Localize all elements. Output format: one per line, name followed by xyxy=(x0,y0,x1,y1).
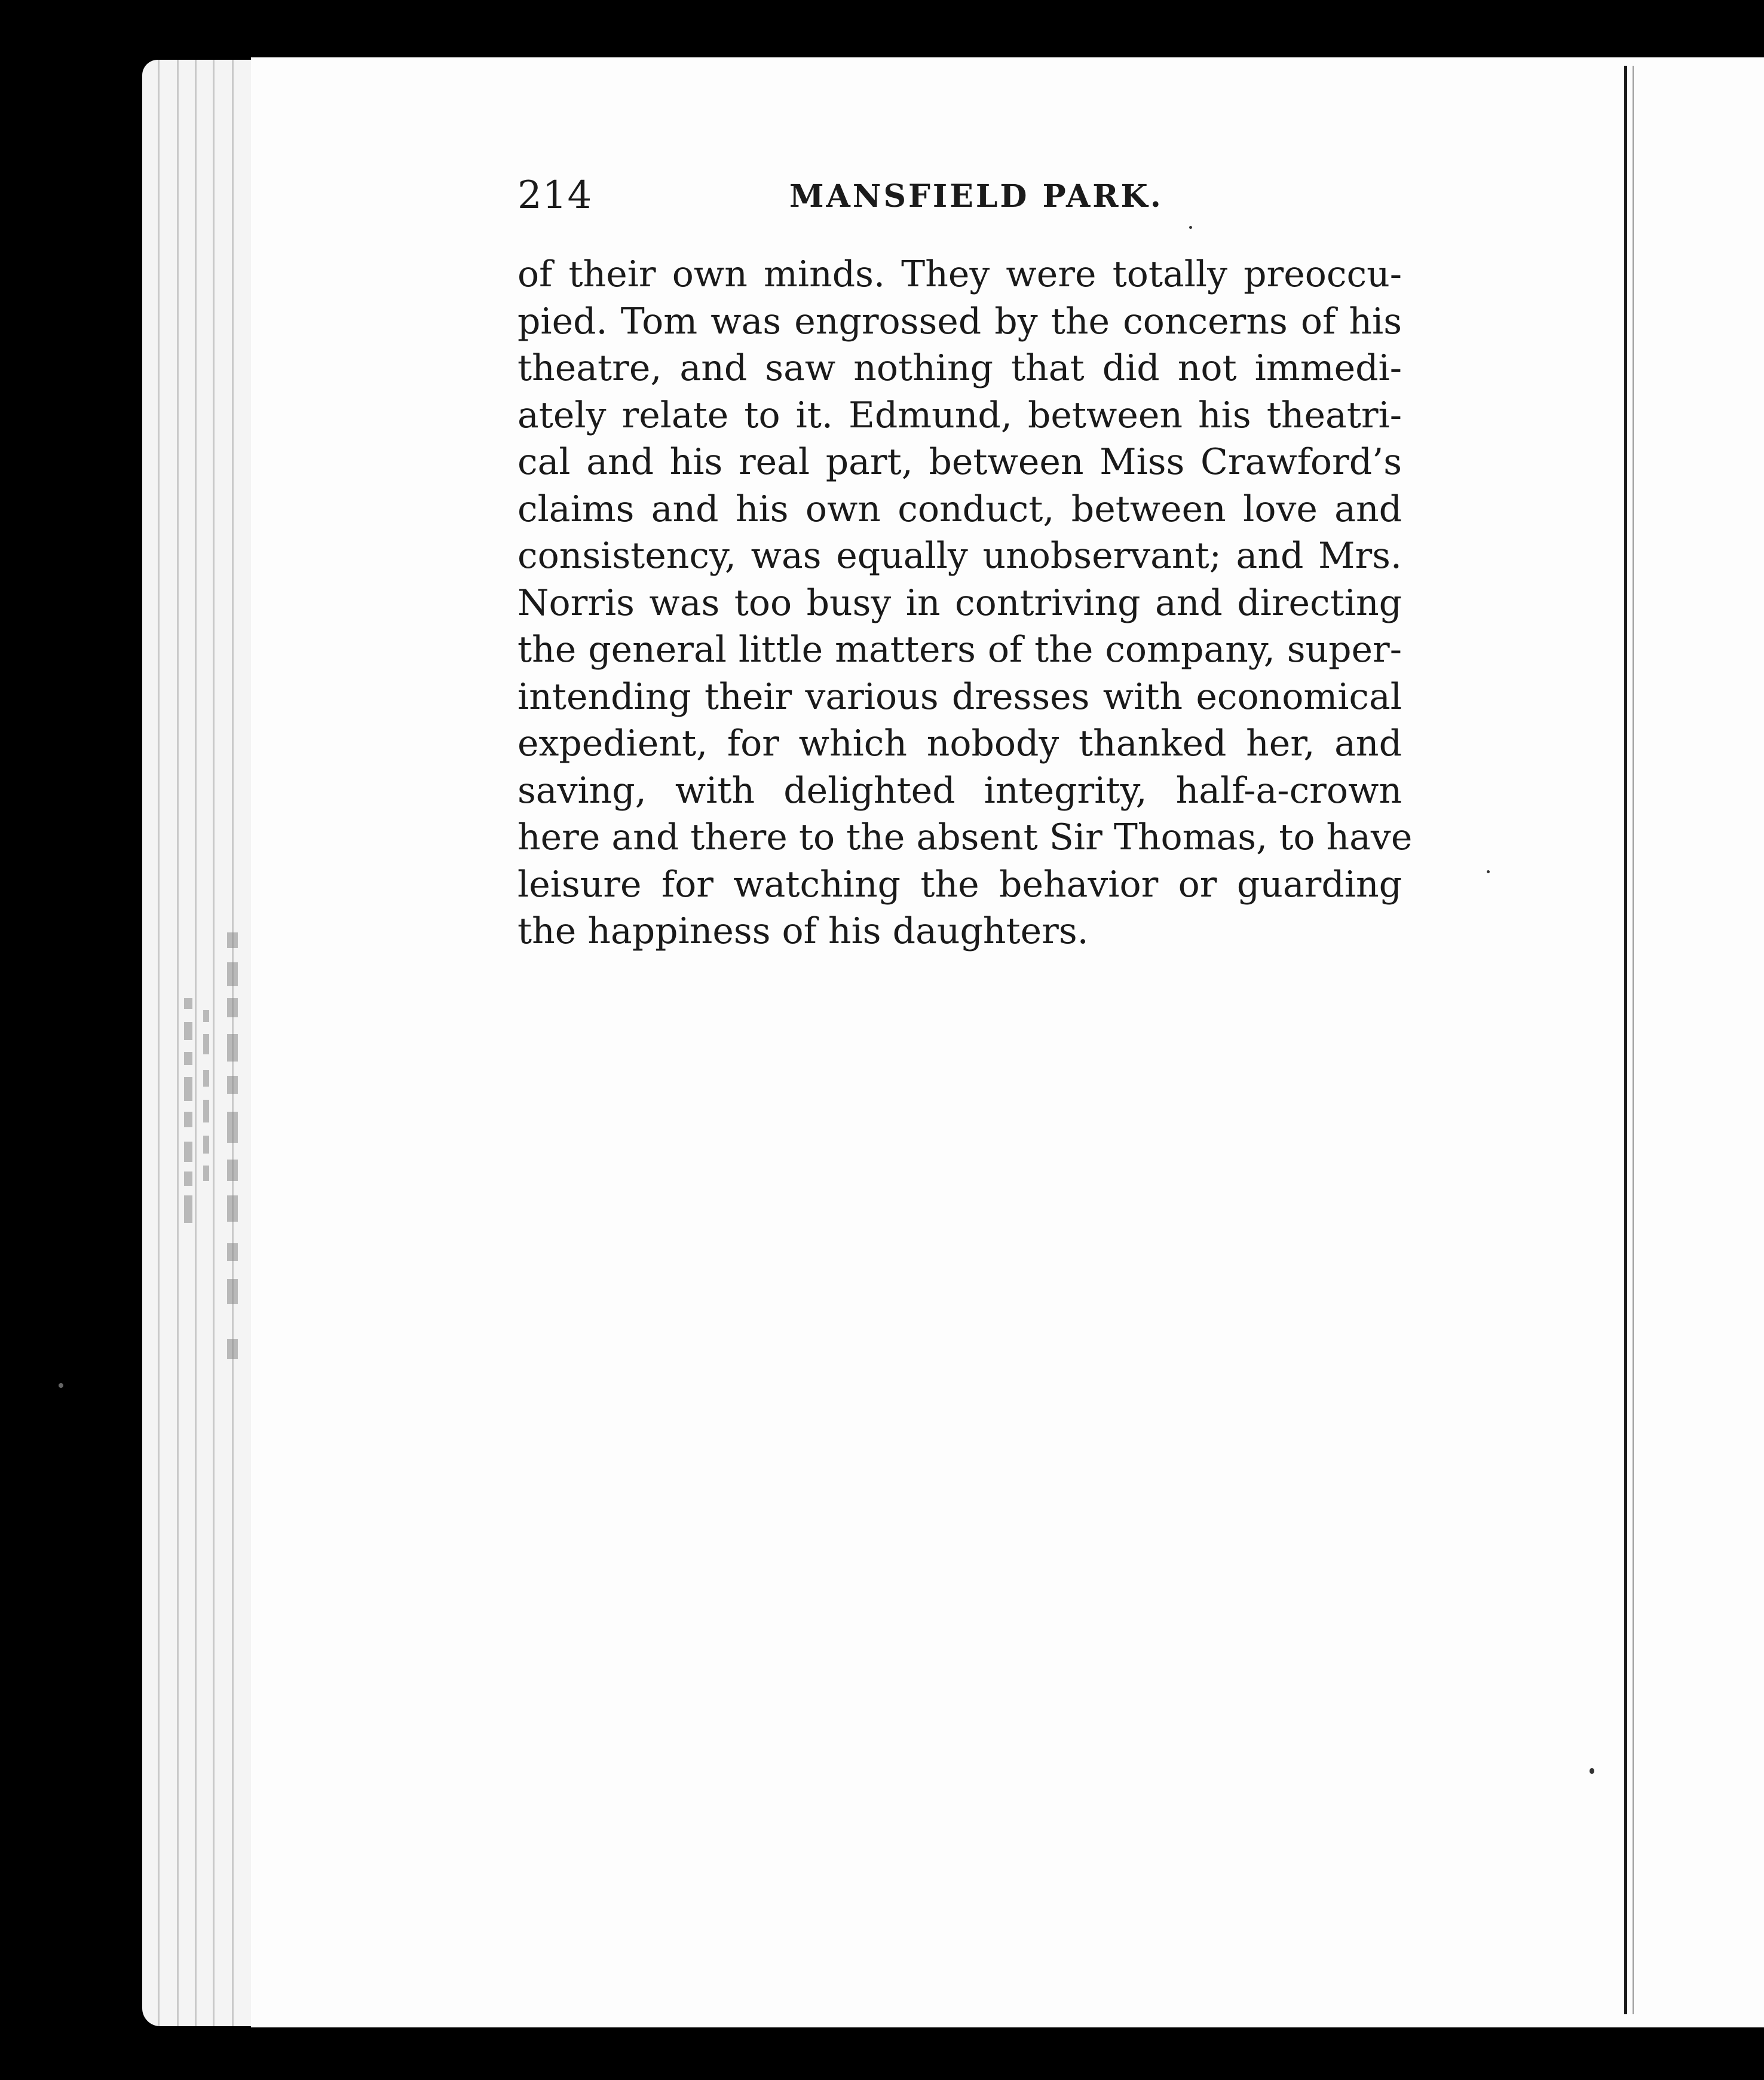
text-line: the happiness of his daughters. xyxy=(517,910,1089,952)
text-line: here and there to the absent Sir Thomas, to have xyxy=(517,816,1413,858)
text-line: saving, with delighted integrity, half-a-crown xyxy=(517,769,1402,812)
text-line: Norris was too busy in contriving and directing xyxy=(517,582,1402,624)
text-line: ately relate to it. Edmund, between his theatri- xyxy=(517,394,1402,436)
text-line: of their own minds. They were totally preoccu- xyxy=(517,253,1402,295)
text-line: theatre, and saw nothing that did not immedi- xyxy=(517,347,1402,389)
text-line: leisure for watching the behavior or guarding xyxy=(517,863,1402,906)
gutter-line xyxy=(1624,66,1627,2014)
text-line: expedient, for which nobody thanked her, and xyxy=(517,723,1402,764)
speck xyxy=(59,1383,63,1388)
text-line: the general little matters of the company, super- xyxy=(517,629,1402,671)
speck xyxy=(1189,226,1192,229)
page-number: 214 xyxy=(517,173,593,218)
page-header xyxy=(517,173,1402,221)
speck xyxy=(1590,1768,1594,1774)
text-line: cal and his real part, between Miss Crawford’s xyxy=(517,441,1402,483)
body-text xyxy=(517,251,1413,955)
text-line: pied. Tom was engrossed by the concerns of his xyxy=(517,300,1402,342)
speck xyxy=(1487,870,1490,873)
running-head: MANSFIELD PARK. xyxy=(789,178,1163,215)
page-edge-line xyxy=(158,60,160,2026)
text-line: consistency, was equally unobservant; and Mrs. xyxy=(517,535,1402,577)
facing-page-edge xyxy=(1636,57,1764,2027)
text-line: claims and his own conduct, between love and xyxy=(517,488,1402,530)
page-edge-line xyxy=(177,60,179,2026)
text-line: intending their various dresses with economical xyxy=(517,675,1402,718)
gutter-shadow xyxy=(1633,66,1634,2014)
